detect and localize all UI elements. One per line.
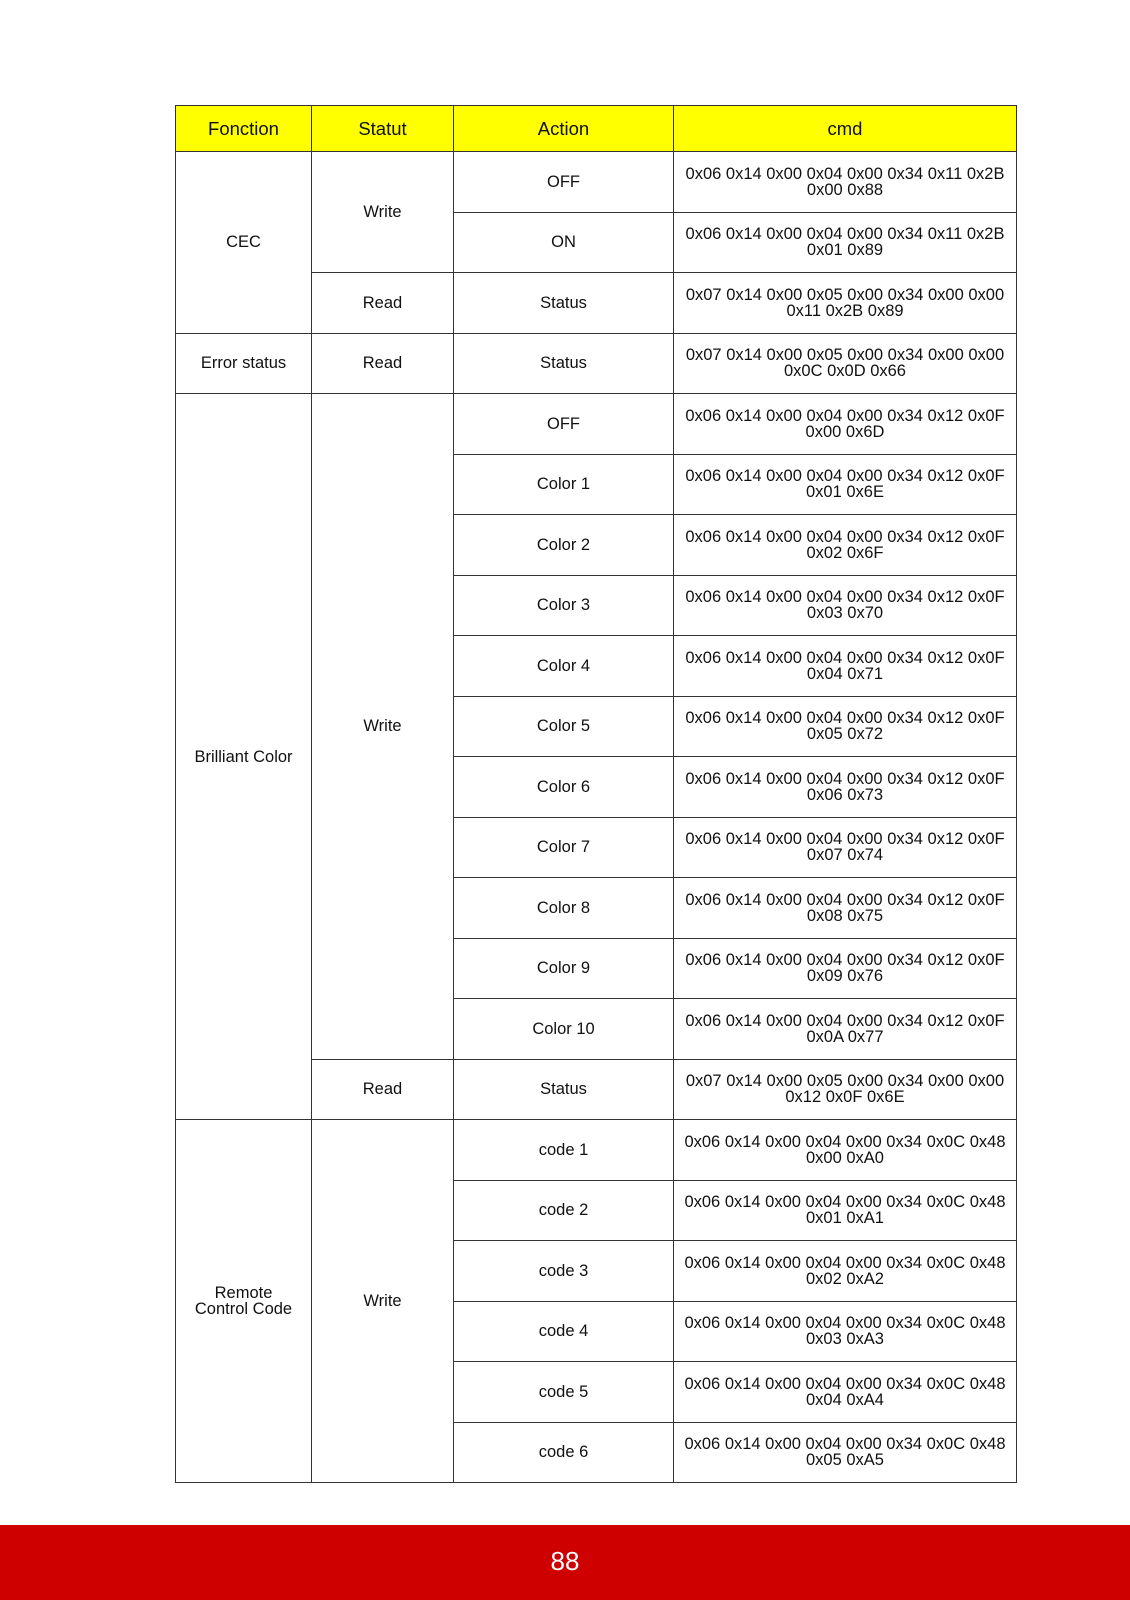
action-cell: code 5: [454, 1362, 674, 1423]
cmd-cell: 0x06 0x14 0x00 0x04 0x00 0x34 0x12 0x0F 0x06 0x73: [674, 757, 1017, 818]
table-row: [176, 333, 1017, 394]
action-cell: Color 3: [454, 575, 674, 636]
cmd-cell: 0x06 0x14 0x00 0x04 0x00 0x34 0x11 0x2B 0x01 0x89: [674, 212, 1017, 273]
cmd-cell: 0x07 0x14 0x00 0x05 0x00 0x34 0x00 0x00 0x12 0x0F 0x6E: [674, 1059, 1017, 1120]
action-cell: Color 10: [454, 999, 674, 1060]
action-cell: Color 5: [454, 696, 674, 757]
cmd-cell: 0x06 0x14 0x00 0x04 0x00 0x34 0x12 0x0F 0x05 0x72: [674, 696, 1017, 757]
page-number: 88: [550, 1546, 580, 1576]
cmd-cell: 0x06 0x14 0x00 0x04 0x00 0x34 0x0C 0x48 0x05 0xA5: [674, 1422, 1017, 1483]
table-row: [176, 394, 1017, 455]
statut-cell: Write: [312, 1120, 454, 1483]
cmd-cell: 0x06 0x14 0x00 0x04 0x00 0x34 0x12 0x0F 0x0A 0x77: [674, 999, 1017, 1060]
table-body: [176, 152, 1017, 1483]
fonction-cell: CEC: [176, 152, 312, 334]
action-cell: Color 8: [454, 878, 674, 939]
statut-cell: Read: [312, 333, 454, 394]
statut-cell: Write: [312, 152, 454, 273]
fonction-cell: Brilliant Color: [176, 394, 312, 1120]
action-cell: Color 7: [454, 817, 674, 878]
table-row: [176, 1120, 1017, 1181]
fonction-cell: Remote Control Code: [176, 1120, 312, 1483]
action-cell: Status: [454, 273, 674, 334]
action-cell: Color 2: [454, 515, 674, 576]
cmd-cell: 0x06 0x14 0x00 0x04 0x00 0x34 0x0C 0x48 0x00 0xA0: [674, 1120, 1017, 1181]
cmd-cell: 0x06 0x14 0x00 0x04 0x00 0x34 0x12 0x0F 0x08 0x75: [674, 878, 1017, 939]
statut-cell: Write: [312, 394, 454, 1060]
action-cell: Color 6: [454, 757, 674, 818]
cmd-cell: 0x06 0x14 0x00 0x04 0x00 0x34 0x0C 0x48 0x01 0xA1: [674, 1180, 1017, 1241]
cmd-cell: 0x07 0x14 0x00 0x05 0x00 0x34 0x00 0x00 0x0C 0x0D 0x66: [674, 333, 1017, 394]
action-cell: code 1: [454, 1120, 674, 1181]
header-fonction: Fonction: [176, 106, 312, 152]
statut-cell: Read: [312, 273, 454, 334]
action-cell: Color 4: [454, 636, 674, 697]
cmd-cell: 0x06 0x14 0x00 0x04 0x00 0x34 0x12 0x0F 0x07 0x74: [674, 817, 1017, 878]
cmd-cell: 0x06 0x14 0x00 0x04 0x00 0x34 0x0C 0x48 0x02 0xA2: [674, 1241, 1017, 1302]
cmd-cell: 0x06 0x14 0x00 0x04 0x00 0x34 0x12 0x0F 0x09 0x76: [674, 938, 1017, 999]
action-cell: code 6: [454, 1422, 674, 1483]
action-cell: Color 9: [454, 938, 674, 999]
command-table: [175, 105, 1017, 1483]
cmd-cell: 0x06 0x14 0x00 0x04 0x00 0x34 0x12 0x0F 0x00 0x6D: [674, 394, 1017, 455]
action-cell: Color 1: [454, 454, 674, 515]
cmd-cell: 0x06 0x14 0x00 0x04 0x00 0x34 0x0C 0x48 0x03 0xA3: [674, 1301, 1017, 1362]
table-header: [176, 106, 1017, 152]
cmd-cell: 0x06 0x14 0x00 0x04 0x00 0x34 0x12 0x0F 0x04 0x71: [674, 636, 1017, 697]
header-statut: Statut: [312, 106, 454, 152]
statut-cell: Read: [312, 1059, 454, 1120]
action-cell: code 3: [454, 1241, 674, 1302]
action-cell: code 4: [454, 1301, 674, 1362]
cmd-cell: 0x07 0x14 0x00 0x05 0x00 0x34 0x00 0x00 0x11 0x2B 0x89: [674, 273, 1017, 334]
cmd-cell: 0x06 0x14 0x00 0x04 0x00 0x34 0x11 0x2B 0x00 0x88: [674, 152, 1017, 213]
action-cell: Status: [454, 1059, 674, 1120]
table-row: [176, 152, 1017, 213]
fonction-cell: Error status: [176, 333, 312, 394]
action-cell: ON: [454, 212, 674, 273]
cmd-cell: 0x06 0x14 0x00 0x04 0x00 0x34 0x12 0x0F 0x01 0x6E: [674, 454, 1017, 515]
action-cell: code 2: [454, 1180, 674, 1241]
cmd-cell: 0x06 0x14 0x00 0x04 0x00 0x34 0x12 0x0F 0x03 0x70: [674, 575, 1017, 636]
action-cell: OFF: [454, 394, 674, 455]
cmd-cell: 0x06 0x14 0x00 0x04 0x00 0x34 0x0C 0x48 0x04 0xA4: [674, 1362, 1017, 1423]
header-cmd: cmd: [674, 106, 1017, 152]
cmd-cell: 0x06 0x14 0x00 0x04 0x00 0x34 0x12 0x0F 0x02 0x6F: [674, 515, 1017, 576]
action-cell: OFF: [454, 152, 674, 213]
header-action: Action: [454, 106, 674, 152]
header-row: [176, 106, 1017, 152]
action-cell: Status: [454, 333, 674, 394]
